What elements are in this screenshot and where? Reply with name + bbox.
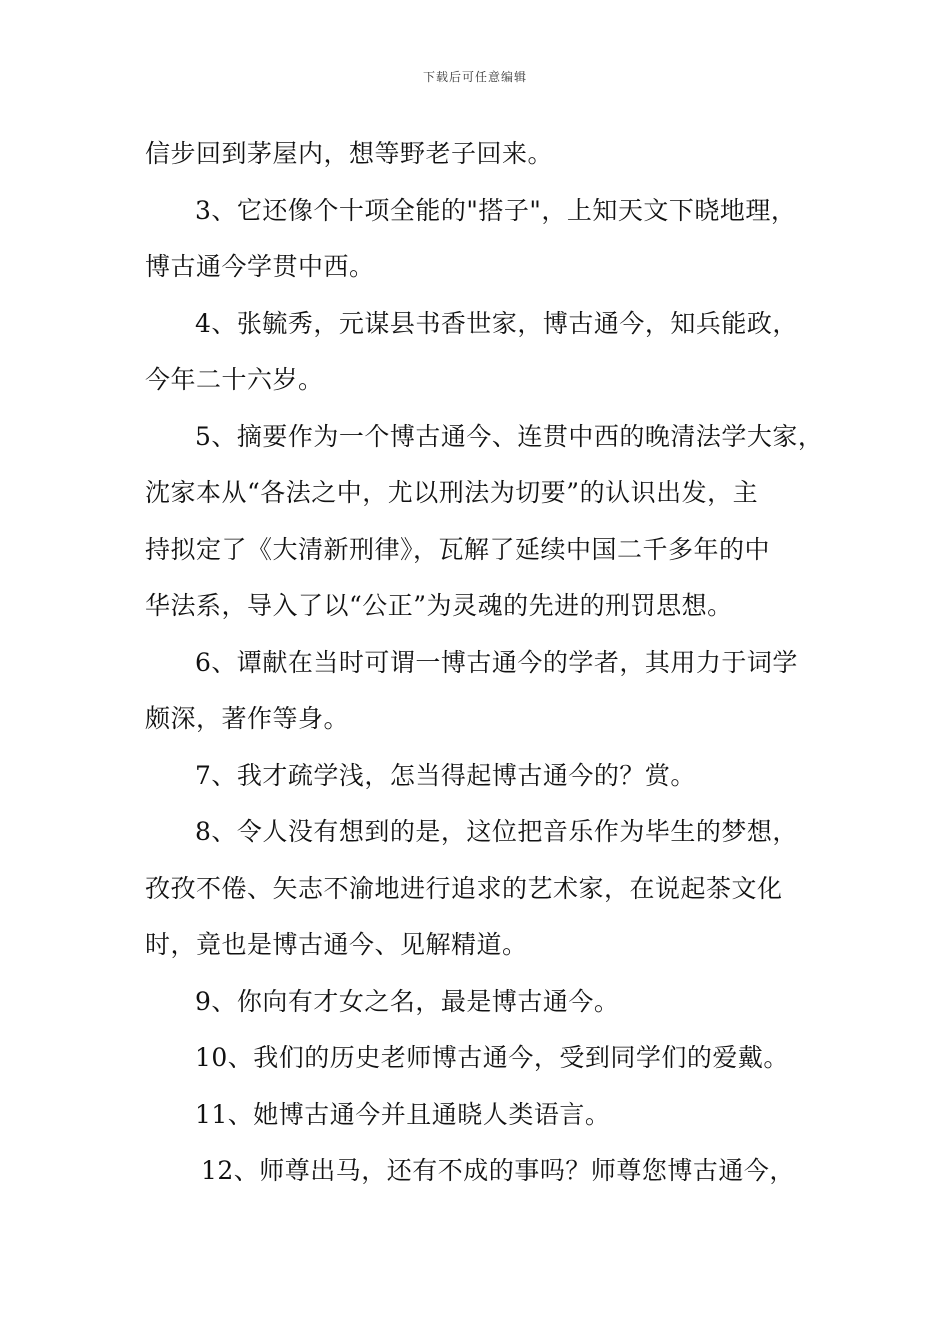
text-line: 6、谭献在当时可谓一博古通今的学者，其用力于词学 — [195, 647, 798, 677]
text-line: 持拟定了《大清新刑律》，瓦解了延续中国二千多年的中 — [145, 534, 771, 564]
text-line: 孜孜不倦、矢志不渝地进行追求的艺术家，在说起茶文化 — [145, 873, 783, 903]
text-line: 信步回到茅屋内，想等野老子回来。 — [145, 139, 554, 168]
text-line: 8、令人没有想到的是，这位把音乐作为毕生的梦想， — [195, 817, 798, 846]
text-line: 9、你向有才女之名，最是博古通今。 — [195, 986, 620, 1016]
text-line: 博古通今学贯中西。 — [145, 252, 375, 281]
document-body — [145, 126, 835, 1200]
text-line: 12、师尊出马，还有不成的事吗？师尊您博古通今， — [201, 1156, 795, 1185]
text-line: 4、张毓秀，元谋县书香世家，博古通今，知兵能政， — [195, 308, 798, 338]
text-line: 3、它还像个十项全能的"搭子"，上知天文下晓地理， — [195, 195, 797, 225]
text-line: 11、她博古通今并且通晓人类语言。 — [195, 1099, 611, 1129]
text-line: 10、我们的历史老师博古通今，受到同学们的爱戴。 — [195, 1043, 789, 1072]
header-note: 下载后可任意编辑 — [422, 70, 527, 84]
text-line: 颇深，著作等身。 — [145, 704, 350, 733]
text-line: 5、摘要作为一个博古通今、连贯中西的晚清法学大家， — [195, 421, 824, 451]
text-line: 华法系，导入了以“公正”为灵魂的先进的刑罚思想。 — [145, 591, 733, 620]
text-line: 今年二十六岁。 — [145, 365, 324, 394]
text-line: 时，竟也是博古通今、见解精道。 — [145, 930, 528, 959]
text-line: 沈家本从“各法之中，尤以刑法为切要”的认识出发，主 — [145, 478, 759, 507]
text-line: 7、我才疏学浅，怎当得起博古通今的？赏。 — [195, 760, 696, 790]
